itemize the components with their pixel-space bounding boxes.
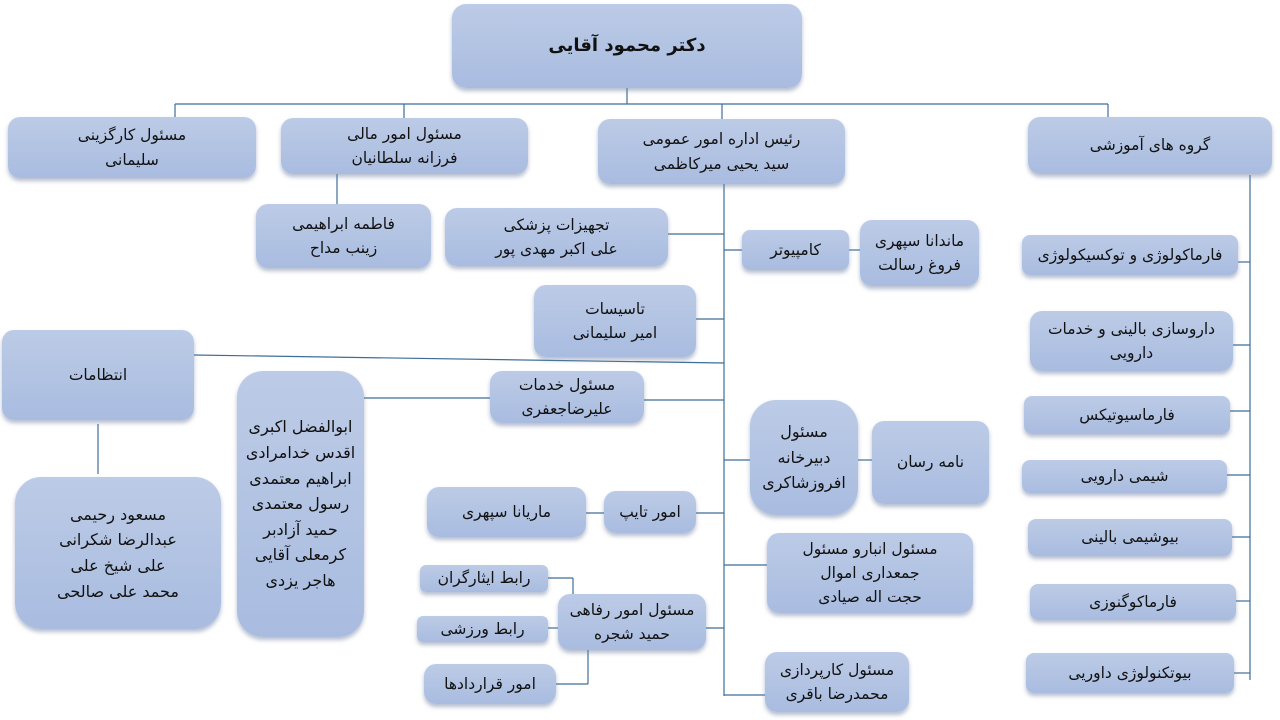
general-affairs-head-box[interactable] <box>598 119 845 184</box>
dept-pharmacology-toxicology[interactable] <box>1022 235 1238 275</box>
dept-pharma-biotech[interactable] <box>1026 653 1234 693</box>
warehouse-officer-box[interactable] <box>767 533 973 613</box>
typing-box[interactable] <box>604 491 696 533</box>
node-line: علیرضاجعفری <box>521 400 613 418</box>
node-line: مسئول خدمات <box>518 375 616 394</box>
node-line: انتظامات <box>68 365 128 384</box>
finance-officer-box[interactable] <box>281 118 528 174</box>
node-line: مسئول <box>780 422 828 442</box>
node-line: حجت اله صیادی <box>818 588 922 606</box>
node-line: هاجر یزدی <box>265 570 336 590</box>
node-line: امیر سلیمانی <box>572 324 658 342</box>
node-line: فروغ رسالت <box>878 256 961 274</box>
node-line: فارماکولوژی و توکسیکولوژی <box>1037 245 1223 264</box>
welfare-sports-liaison-box[interactable] <box>417 616 548 642</box>
node-line: مسئول امور مالی <box>347 124 462 143</box>
node-line: محمدرضا باقری <box>785 685 889 703</box>
node-line: جمعداری اموال <box>820 563 920 582</box>
node-line: علی اکبر مهدی پور <box>495 240 618 258</box>
discipline-staff-box[interactable] <box>15 477 221 629</box>
dept-pharmacognosy[interactable] <box>1030 584 1236 620</box>
node-line: زینب مداح <box>309 239 378 257</box>
node-line: سید یحیی میرکاظمی <box>653 154 790 173</box>
node-line: حمید شجره <box>594 625 670 643</box>
node-line: دبیرخانه <box>777 447 831 467</box>
node-line: افروزشاکری <box>762 473 846 493</box>
computer-box[interactable] <box>742 230 849 270</box>
typing-staff-box[interactable] <box>427 487 586 537</box>
node-line: تاسیسات <box>585 299 645 318</box>
node-line: رسول معتمدی <box>251 494 350 514</box>
node-line: امور قراردادها <box>444 674 536 693</box>
node-line: تجهیزات پزشکی <box>503 215 610 234</box>
staffing-officer-box[interactable] <box>8 117 256 178</box>
node-line: شیمی دارویی <box>1080 467 1169 486</box>
discipline-box[interactable] <box>2 330 194 420</box>
medical-equipment-box[interactable] <box>445 208 668 266</box>
node-line: عبدالرضا شکرانی <box>59 530 177 550</box>
dept-pharmaceutics[interactable] <box>1024 396 1230 434</box>
node-line: مسئول انبارو مسئول <box>802 539 938 558</box>
node-line: محمد علی صالحی <box>57 581 179 601</box>
node-line: گروه های آموزشی <box>1089 136 1211 155</box>
procurement-officer-box[interactable] <box>765 652 909 712</box>
secretariat-box[interactable] <box>750 400 858 515</box>
node-line: مسئول کارپردازی <box>779 660 895 679</box>
node-line: ماندانا سپهری <box>874 231 965 250</box>
node-line: مسئول امور رفاهی <box>569 600 695 619</box>
node-line: فاطمه ابراهیمی <box>292 214 395 233</box>
node-line: ابوالفضل اکبری <box>248 417 353 437</box>
node-line: کرمعلی آقایی <box>254 545 347 565</box>
node-line: دارویی <box>1109 344 1154 362</box>
services-officer-box[interactable] <box>490 371 644 423</box>
node-line: رابط ایثارگران <box>437 569 531 588</box>
node-line: فارماکوگنوزی <box>1089 592 1177 611</box>
node-line: ابراهیم معتمدی <box>249 468 352 488</box>
node-line: بیوتکنولوژی داوریی <box>1068 663 1192 682</box>
node-line: رابط ورزشی <box>440 619 525 638</box>
node-line: مسعود رحیمی <box>69 504 167 524</box>
welfare-contracts-box[interactable] <box>424 664 556 704</box>
departments-box[interactable] <box>1028 117 1272 174</box>
welfare-officer-box[interactable] <box>558 594 706 650</box>
root-director[interactable] <box>452 4 802 88</box>
node-line: فرزانه سلطانیان <box>351 149 458 167</box>
node-line: رئیس اداره امور عمومی <box>642 130 801 149</box>
computer-staff-box[interactable] <box>860 220 979 286</box>
node-line: علی شیخ علی <box>70 556 166 575</box>
node-line: بیوشیمی بالینی <box>1081 528 1179 547</box>
node-line: سلیمانی <box>105 150 159 169</box>
node-line: کامپیوتر <box>770 240 821 259</box>
welfare-sacrifice-liaison-box[interactable] <box>420 565 548 592</box>
finance-staff-box[interactable] <box>256 204 431 268</box>
services-staff-box[interactable] <box>237 371 364 637</box>
dept-clinical-biochemistry[interactable] <box>1028 519 1232 556</box>
node-line: فارماسیوتیکس <box>1079 405 1175 424</box>
dept-clinical-pharmacy[interactable] <box>1030 311 1233 371</box>
node-line: اقدس خدامرادی <box>245 443 356 463</box>
courier-box[interactable] <box>872 421 989 504</box>
node-line: حمید آزادبر <box>263 519 338 539</box>
root-title: دکتر محمود آقایی <box>548 35 706 57</box>
node-line: ماریانا سپهری <box>462 502 552 521</box>
node-line: نامه رسان <box>896 453 965 472</box>
node-line: امور تایپ <box>619 502 681 521</box>
dept-medicinal-chemistry[interactable] <box>1022 460 1227 493</box>
node-line: داروسازی بالینی و خدمات <box>1047 319 1216 338</box>
facilities-box[interactable] <box>534 285 696 357</box>
node-line: مسئول کارگزینی <box>77 126 187 145</box>
